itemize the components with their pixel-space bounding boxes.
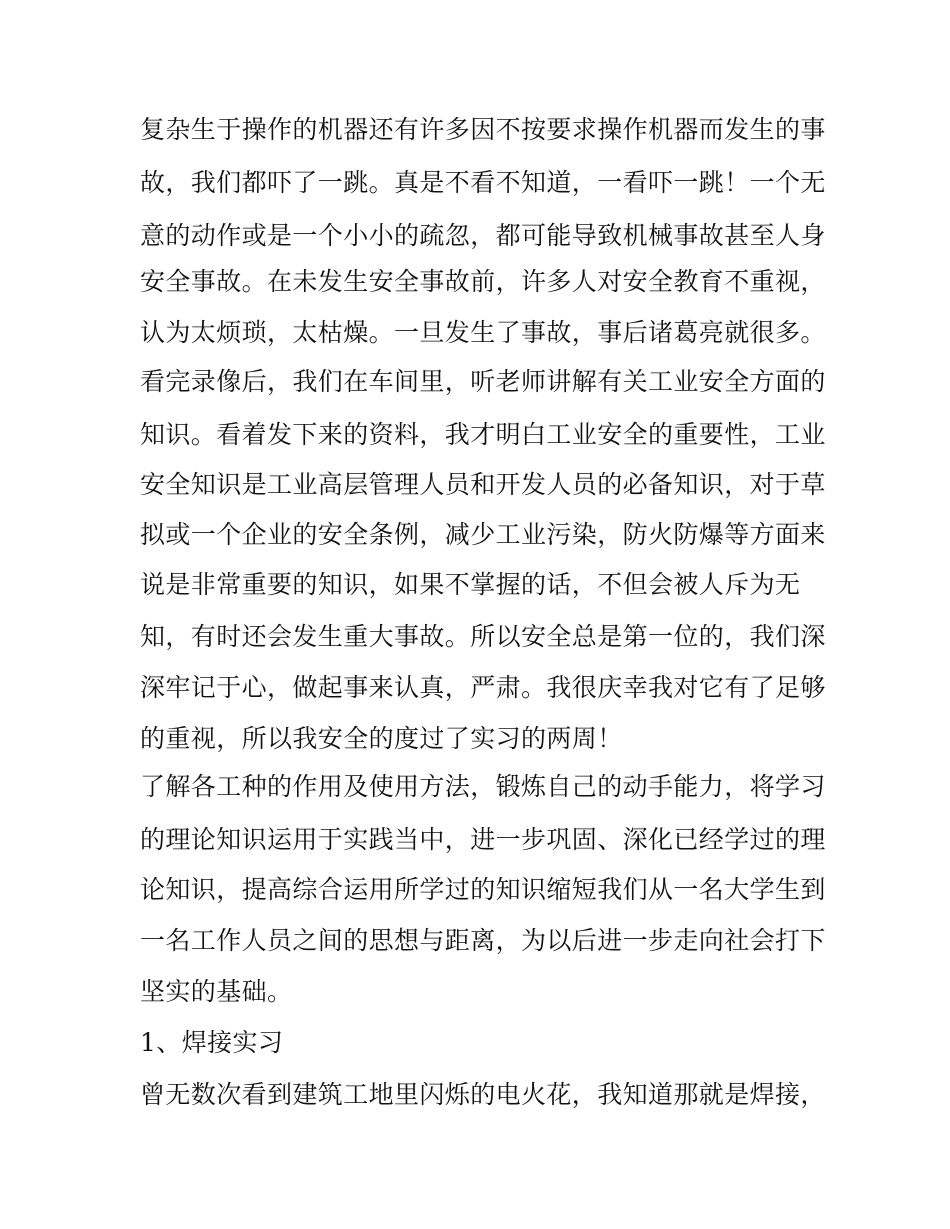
text-line: 曾无数次看到建筑工地里闪烁的电火花，我知道那就是焊接，: [140, 1080, 826, 1109]
text-line: 论知识，提高综合运用所学过的知识缩短我们从一名大学生到: [140, 875, 826, 904]
text-line: 意的动作或是一个小小的疏忽，都可能导致机械事故甚至人身: [140, 221, 826, 250]
text-line: 认为太烦琐，太枯燥。一旦发生了事故，事后诸葛亮就很多。: [140, 318, 826, 347]
text-line: 知识。看着发下来的资料，我才明白工业安全的重要性，工业: [140, 420, 826, 449]
text-line: 知，有时还会发生重大事故。所以安全总是第一位的，我们深: [140, 622, 826, 651]
text-line: 一名工作人员之间的思想与距离，为以后进一步走向社会打下: [140, 926, 826, 955]
text-line: 说是非常重要的知识，如果不掌握的话，不但会被人斥为无: [140, 570, 801, 599]
text-line: 看完录像后，我们在车间里，听老师讲解有关工业安全方面的: [140, 367, 826, 396]
text-line: 故，我们都吓了一跳。真是不看不知道，一看吓一跳！一个无: [140, 168, 826, 197]
text-line: 坚实的基础。: [140, 977, 293, 1006]
text-line: 安全知识是工业高层管理人员和开发人员的必备知识，对于草: [140, 470, 826, 499]
text-line: 安全事故。在未发生安全事故前，许多人对安全教育不重视，: [140, 267, 826, 296]
text-line: 复杂生于操作的机器还有许多因不按要求操作机器而发生的事: [140, 115, 826, 144]
section-heading: 1、焊接实习: [140, 1028, 284, 1057]
text-line: 的重视，所以我安全的度过了实习的两周！: [140, 724, 623, 753]
text-line: 了解各工种的作用及使用方法，锻炼自己的动手能力，将学习: [140, 772, 826, 801]
text-line: 的理论知识运用于实践当中，进一步巩固、深化已经学过的理: [140, 825, 826, 854]
text-line: 拟或一个企业的安全条例，减少工业污染，防火防爆等方面来: [140, 520, 826, 549]
text-line: 深牢记于心，做起事来认真，严肃。我很庆幸我对它有了足够: [140, 673, 826, 702]
